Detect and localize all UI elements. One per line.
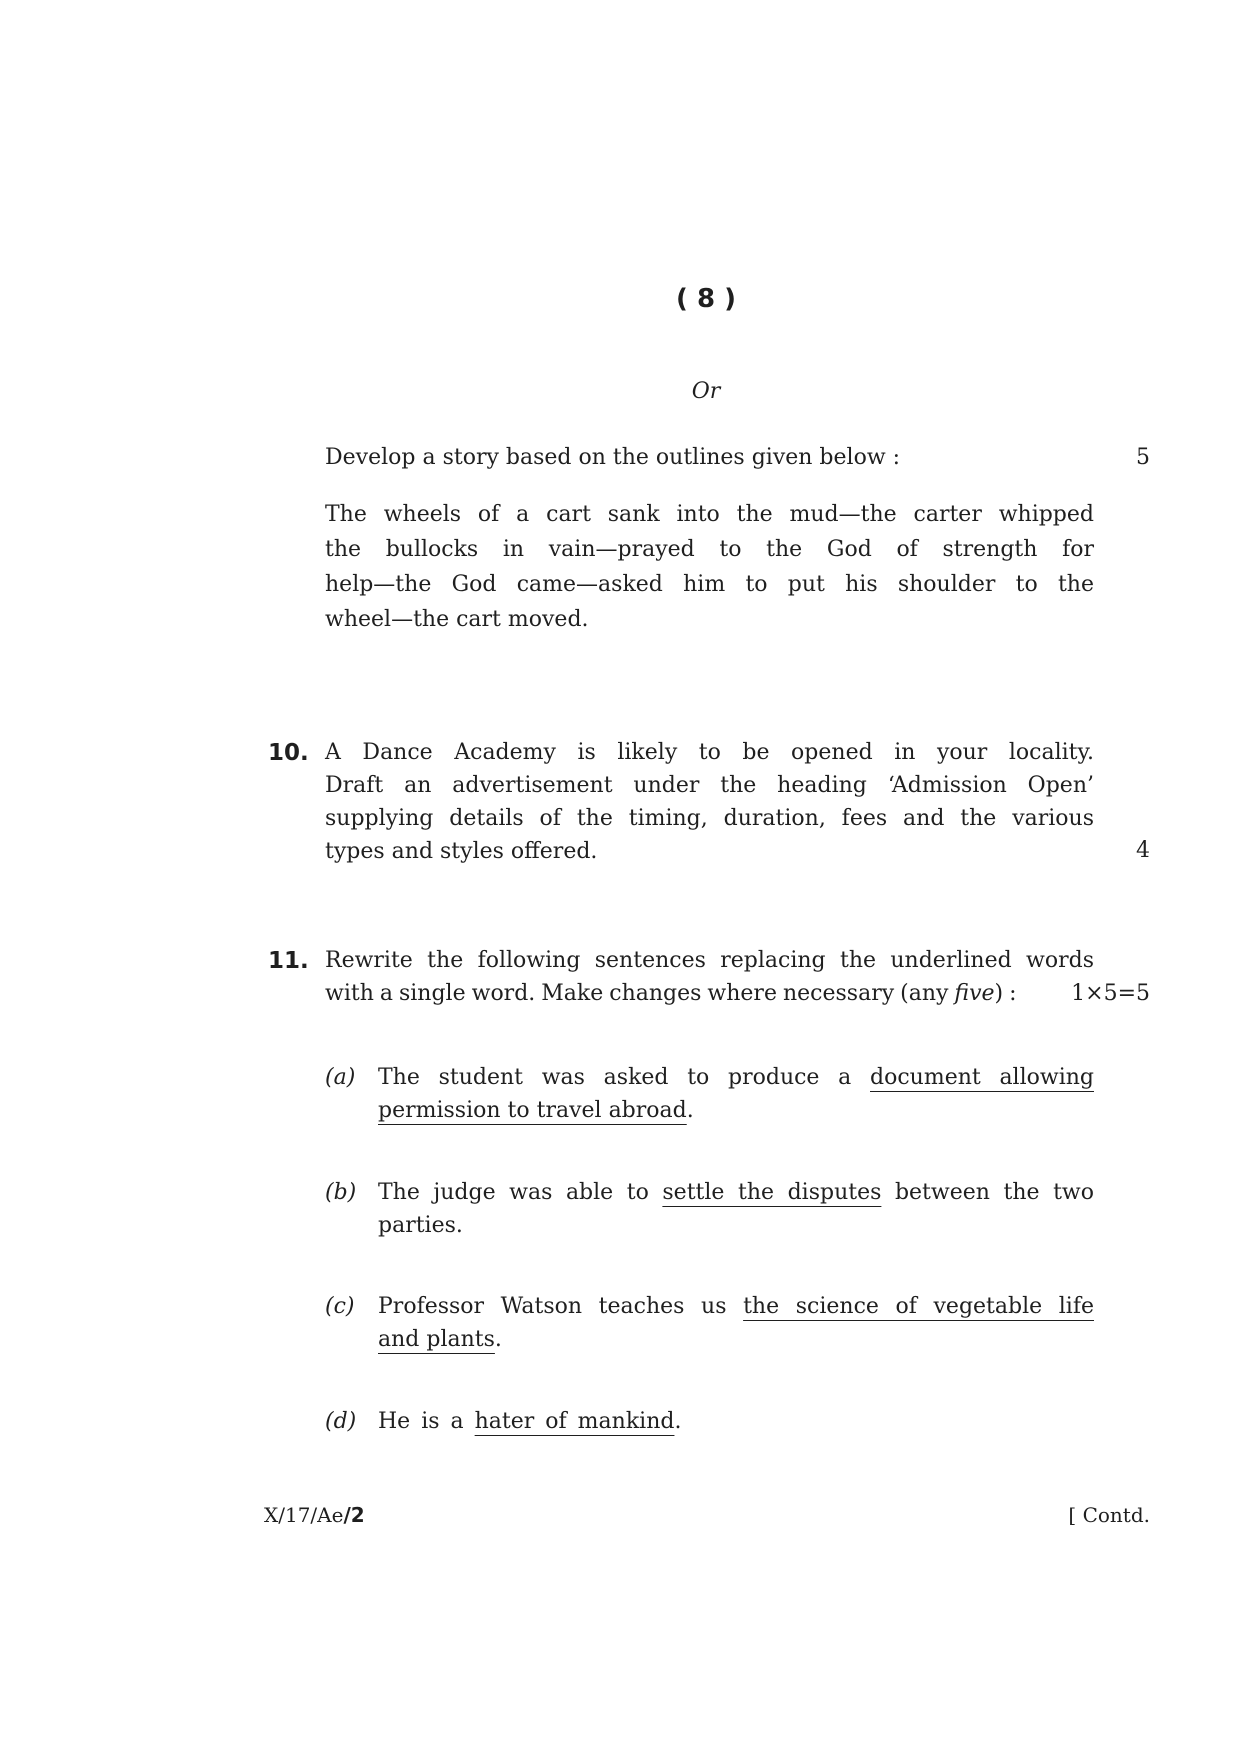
question-10-line: types and styles offered. bbox=[325, 839, 598, 864]
item-a-label: (a) bbox=[325, 1065, 356, 1090]
question-11-marks: 1×5=5 bbox=[1071, 981, 1150, 1006]
item-a-underlined: document allowing bbox=[870, 1065, 1094, 1090]
question-10-marks: 4 bbox=[1136, 838, 1150, 863]
item-b-text-end: between the two bbox=[881, 1180, 1094, 1205]
question-11-number: 11. bbox=[268, 948, 309, 974]
question-10-line: supplying details of the timing, duration, fees and the various bbox=[325, 806, 1094, 831]
item-c-label: (c) bbox=[325, 1294, 355, 1319]
question-10-line: Draft an advertisement under the heading ‘Admission Open’ bbox=[325, 773, 1094, 798]
item-d-label: (d) bbox=[325, 1409, 357, 1434]
footer-code-suffix: /2 bbox=[343, 1503, 365, 1527]
item-a-line-1 bbox=[378, 1061, 1094, 1094]
question-11-emphasis: five bbox=[954, 981, 995, 1006]
item-b-underlined: settle the disputes bbox=[662, 1180, 882, 1205]
item-c-underlined: the science of vegetable life bbox=[743, 1294, 1094, 1319]
question-10-text bbox=[325, 736, 1094, 868]
item-b-text-plain: The judge was able to bbox=[378, 1180, 663, 1205]
question-11-instruction-end: ) : bbox=[994, 981, 1017, 1006]
question-10-number: 10. bbox=[268, 740, 309, 766]
question-11-instruction: Rewrite the following sentences replacing the underlined words bbox=[325, 948, 1094, 973]
outline-line: The wheels of a cart sank into the mud—the carter whipped bbox=[325, 502, 1094, 527]
item-b-line-2: parties. bbox=[378, 1213, 463, 1238]
question-10-line: A Dance Academy is likely to be opened in your locality. bbox=[325, 740, 1094, 765]
outline-line: wheel—the cart moved. bbox=[325, 607, 589, 632]
item-d-underlined: hater of mankind bbox=[474, 1409, 675, 1434]
footer-code bbox=[264, 1500, 365, 1530]
item-b-line-1 bbox=[378, 1176, 1094, 1209]
item-c-text-plain: Professor Watson teaches us bbox=[378, 1294, 744, 1319]
story-prompt: Develop a story based on the outlines given below : bbox=[325, 445, 901, 470]
outline-line: the bullocks in vain—prayed to the God of strength for bbox=[325, 537, 1094, 562]
item-b-text bbox=[378, 1176, 1094, 1242]
item-a-text bbox=[378, 1061, 1094, 1127]
item-c-line-1 bbox=[378, 1290, 1094, 1323]
item-a-underlined-cont: permission to travel abroad bbox=[378, 1098, 687, 1123]
question-11-instruction-text: with a single word. Make changes where necessary (any bbox=[325, 981, 955, 1006]
page-number: ( 8 ) bbox=[676, 284, 736, 314]
question-11-line-1 bbox=[325, 944, 1094, 977]
item-c-line-2 bbox=[378, 1323, 1094, 1356]
item-d-text bbox=[378, 1405, 1094, 1438]
or-label: Or bbox=[691, 379, 721, 404]
item-c-underlined-cont: and plants bbox=[378, 1327, 495, 1352]
item-c-text bbox=[378, 1290, 1094, 1356]
outline-line: help—the God came—asked him to put his shoulder to the bbox=[325, 572, 1094, 597]
story-outline bbox=[325, 497, 1094, 637]
item-d-period: . bbox=[674, 1409, 682, 1434]
item-b-label: (b) bbox=[325, 1180, 357, 1205]
item-a-line-2 bbox=[378, 1094, 1094, 1127]
item-c-period: . bbox=[494, 1327, 502, 1352]
footer-contd: [ Contd. bbox=[1068, 1503, 1150, 1527]
question-11-line-2 bbox=[325, 977, 1085, 1010]
story-marks: 5 bbox=[1136, 445, 1150, 470]
item-a-text-plain: The student was asked to produce a bbox=[378, 1065, 871, 1090]
footer-code-prefix: X/17/Ae bbox=[264, 1503, 344, 1527]
item-d-text-plain: He is a bbox=[378, 1409, 475, 1434]
item-a-period: . bbox=[686, 1098, 694, 1123]
